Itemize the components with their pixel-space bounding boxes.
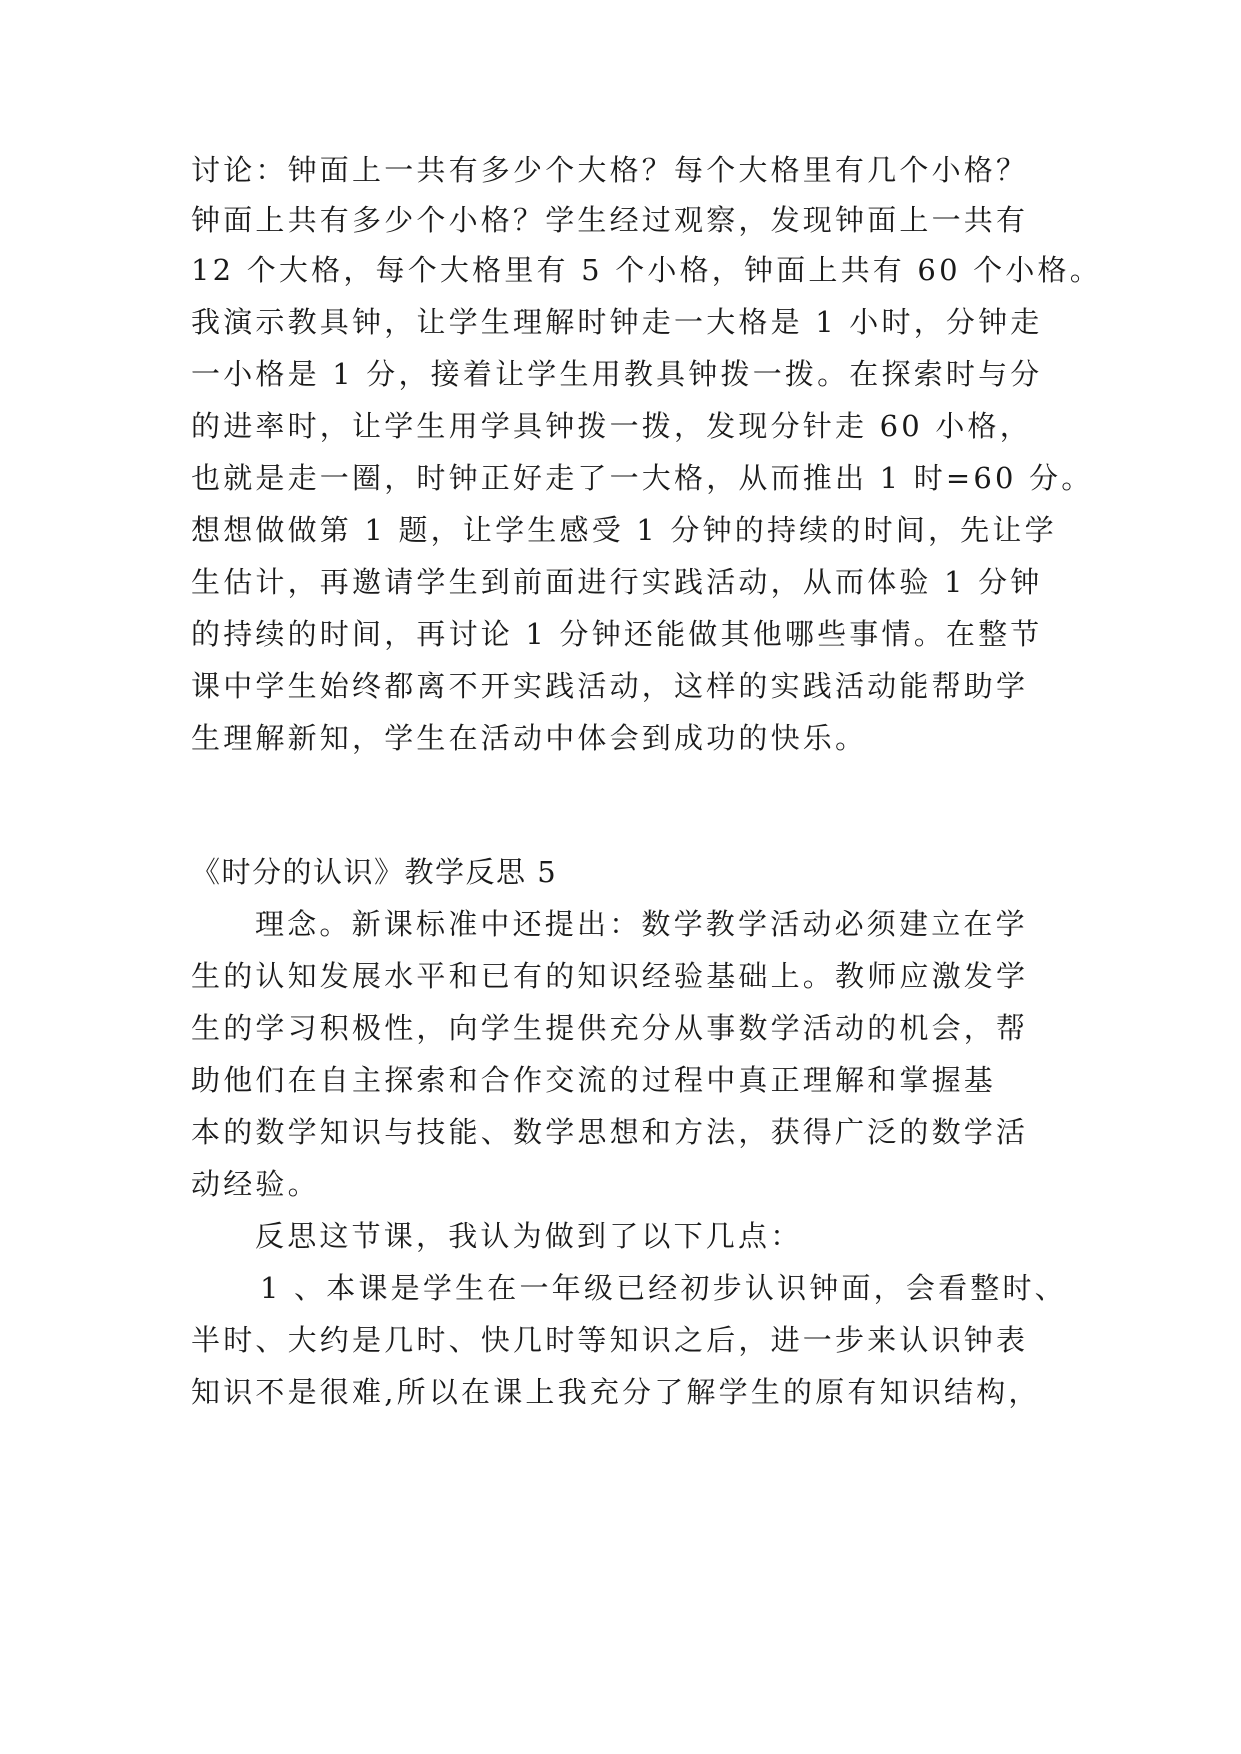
section-heading: 《时分的认识》教学反思 5 <box>191 855 558 889</box>
text-line: 知识不是很难,所以在课上我充分了解学生的原有知识结构， <box>191 1375 1041 1409</box>
text-line: 生的学习积极性，向学生提供充分从事数学活动的机会，帮 <box>191 1011 1029 1045</box>
text-line: 我演示教具钟，让学生理解时钟走一大格是 1 小时，分钟走 <box>191 305 1043 339</box>
text-line: 12 个大格，每个大格里有 5 个小格，钟面上共有 60 个小格。 <box>191 253 1102 287</box>
text-line: 也就是走一圈，时钟正好走了一大格，从而推出 1 时=60 分。 <box>191 461 1094 495</box>
text-line: 生估计，再邀请学生到前面进行实践活动，从而体验 1 分钟 <box>191 565 1043 599</box>
text-line: 半时、大约是几时、快几时等知识之后，进一步来认识钟表 <box>191 1323 1029 1357</box>
text-line: 想想做做第 1 题，让学生感受 1 分钟的持续的时间，先让学 <box>191 513 1057 547</box>
text-line: 生的认知发展水平和已有的知识经验基础上。教师应激发学 <box>191 959 1029 993</box>
text-line: 理念。新课标准中还提出：数学教学活动必须建立在学 <box>255 907 1028 941</box>
text-line: 的持续的时间，再讨论 1 分钟还能做其他哪些事情。在整节 <box>191 617 1043 651</box>
text-line: 1 、本课是学生在一年级已经初步认识钟面，会看整时、 <box>260 1271 1067 1305</box>
text-line: 助他们在自主探索和合作交流的过程中真正理解和掌握基 <box>191 1063 997 1097</box>
text-line: 一小格是 1 分，接着让学生用教具钟拨一拨。在探索时与分 <box>191 357 1043 391</box>
text-line: 讨论：钟面上一共有多少个大格？每个大格里有几个小格？ <box>191 153 1029 187</box>
text-line: 生理解新知，学生在活动中体会到成功的快乐。 <box>191 721 868 755</box>
text-line: 本的数学知识与技能、数学思想和方法，获得广泛的数学活 <box>191 1115 1029 1149</box>
text-line: 课中学生始终都离不开实践活动，这样的实践活动能帮助学 <box>191 669 1029 703</box>
text-line: 的进率时，让学生用学具钟拨一拨，发现分针走 60 小格， <box>191 409 1032 443</box>
text-line: 反思这节课，我认为做到了以下几点： <box>255 1219 803 1253</box>
text-line: 钟面上共有多少个小格？学生经过观察，发现钟面上一共有 <box>191 203 1029 237</box>
text-line: 动经验。 <box>191 1167 320 1201</box>
